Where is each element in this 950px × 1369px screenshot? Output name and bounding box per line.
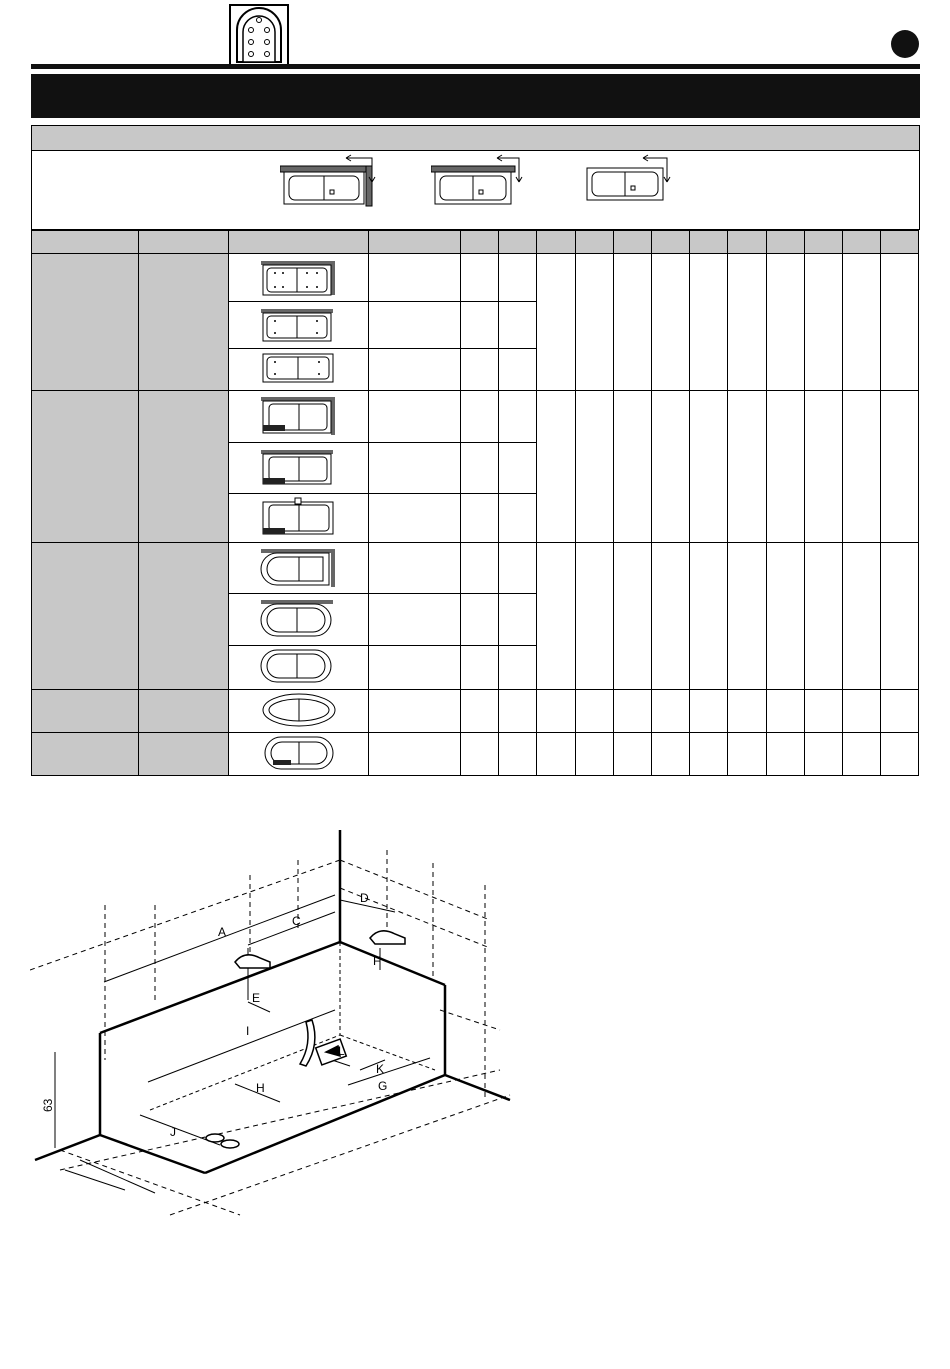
cell bbox=[767, 254, 805, 391]
cell bbox=[767, 733, 805, 776]
tub-free-icon bbox=[583, 152, 683, 213]
cell bbox=[369, 391, 461, 443]
column-header bbox=[614, 231, 652, 254]
oval-tub-icon bbox=[229, 690, 369, 733]
cell bbox=[499, 349, 537, 391]
cell bbox=[369, 254, 461, 302]
header-rule bbox=[31, 64, 920, 69]
installation-header-band bbox=[31, 125, 920, 151]
cell bbox=[499, 494, 537, 543]
cell bbox=[614, 254, 652, 391]
column-header bbox=[881, 231, 919, 254]
dim-label-A: A bbox=[218, 925, 227, 939]
cell bbox=[614, 733, 652, 776]
cell bbox=[728, 733, 767, 776]
column-header bbox=[369, 231, 461, 254]
cell bbox=[499, 391, 537, 443]
dimension-labels bbox=[41, 891, 387, 1139]
cell bbox=[881, 690, 919, 733]
column-header bbox=[576, 231, 614, 254]
cell bbox=[881, 254, 919, 391]
cell bbox=[461, 690, 499, 733]
cell bbox=[537, 543, 576, 690]
cell bbox=[728, 391, 767, 543]
dim-label-C: C bbox=[292, 914, 301, 928]
cell bbox=[461, 646, 499, 690]
model-cell bbox=[32, 543, 139, 690]
cell bbox=[652, 391, 690, 543]
cell bbox=[461, 733, 499, 776]
cell bbox=[728, 690, 767, 733]
cell bbox=[805, 543, 843, 690]
tub-corner-icon bbox=[280, 152, 380, 213]
cell bbox=[369, 494, 461, 543]
cell bbox=[369, 443, 461, 494]
dim-label-F: F bbox=[373, 954, 381, 968]
column-header bbox=[652, 231, 690, 254]
rect-tub-corner-panel-icon bbox=[229, 391, 369, 443]
cell bbox=[576, 254, 614, 391]
cell bbox=[843, 733, 881, 776]
cell bbox=[461, 391, 499, 443]
round-tub-wall-icon bbox=[229, 594, 369, 646]
cell bbox=[805, 733, 843, 776]
cell bbox=[690, 254, 728, 391]
code-cell bbox=[139, 733, 229, 776]
oval-tub-double-icon bbox=[229, 733, 369, 776]
cell bbox=[499, 733, 537, 776]
page-marker-icon bbox=[891, 30, 919, 58]
dim-label-L: L bbox=[338, 1044, 345, 1058]
cell bbox=[369, 690, 461, 733]
cell bbox=[499, 543, 537, 594]
cell bbox=[369, 594, 461, 646]
column-header bbox=[805, 231, 843, 254]
column-header bbox=[461, 231, 499, 254]
cell bbox=[728, 543, 767, 690]
cell bbox=[843, 543, 881, 690]
table-row bbox=[32, 543, 919, 594]
cell bbox=[767, 543, 805, 690]
code-cell bbox=[139, 391, 229, 543]
cell bbox=[614, 543, 652, 690]
cell bbox=[461, 543, 499, 594]
dim-label-J: J bbox=[170, 1125, 176, 1139]
column-header bbox=[537, 231, 576, 254]
cell bbox=[537, 391, 576, 543]
dim-label-E: E bbox=[252, 991, 261, 1005]
rect-tub-corner-icon bbox=[229, 254, 369, 302]
column-header bbox=[843, 231, 881, 254]
column-header bbox=[32, 231, 139, 254]
cell bbox=[499, 594, 537, 646]
column-header bbox=[690, 231, 728, 254]
round-tub-free-icon bbox=[229, 646, 369, 690]
column-header bbox=[767, 231, 805, 254]
cell bbox=[369, 733, 461, 776]
cell bbox=[690, 543, 728, 690]
code-cell bbox=[139, 690, 229, 733]
cell bbox=[614, 690, 652, 733]
dim-label-D: D bbox=[360, 891, 369, 905]
cell bbox=[805, 391, 843, 543]
cell bbox=[461, 594, 499, 646]
table-row bbox=[32, 254, 919, 302]
cell bbox=[767, 690, 805, 733]
cell bbox=[499, 443, 537, 494]
spec-table bbox=[31, 230, 919, 776]
model-cell bbox=[32, 254, 139, 391]
tub-wall-icon bbox=[431, 152, 531, 213]
cell bbox=[369, 543, 461, 594]
cell bbox=[461, 443, 499, 494]
cell bbox=[881, 733, 919, 776]
cell bbox=[499, 646, 537, 690]
table-header-row bbox=[32, 231, 919, 254]
cell bbox=[461, 349, 499, 391]
cell bbox=[537, 254, 576, 391]
cell bbox=[499, 302, 537, 349]
cell bbox=[652, 543, 690, 690]
column-header bbox=[728, 231, 767, 254]
table-row bbox=[32, 391, 919, 443]
cell bbox=[576, 391, 614, 543]
model-cell bbox=[32, 391, 139, 543]
dim-label-height: 63 bbox=[41, 1098, 55, 1112]
cell bbox=[499, 254, 537, 302]
cell bbox=[881, 391, 919, 543]
cell bbox=[652, 733, 690, 776]
installation-dimension-diagram bbox=[30, 830, 530, 1235]
cell bbox=[461, 254, 499, 302]
cell bbox=[805, 690, 843, 733]
code-cell bbox=[139, 254, 229, 391]
cell bbox=[576, 543, 614, 690]
cell bbox=[690, 733, 728, 776]
cell bbox=[369, 349, 461, 391]
cell bbox=[652, 254, 690, 391]
cell bbox=[690, 391, 728, 543]
cell bbox=[576, 690, 614, 733]
cell bbox=[843, 391, 881, 543]
rect-tub-wall-icon bbox=[229, 302, 369, 349]
column-header bbox=[229, 231, 369, 254]
cell bbox=[614, 391, 652, 543]
cell bbox=[690, 690, 728, 733]
cell bbox=[652, 690, 690, 733]
column-header bbox=[139, 231, 229, 254]
table-row bbox=[32, 733, 919, 776]
cell bbox=[728, 254, 767, 391]
rect-tub-wall-panel-icon bbox=[229, 443, 369, 494]
dim-label-I: I bbox=[246, 1024, 250, 1038]
rect-tub-free-panel-icon bbox=[229, 494, 369, 543]
cell bbox=[843, 254, 881, 391]
cell bbox=[369, 646, 461, 690]
cell bbox=[767, 391, 805, 543]
dim-label-G: G bbox=[378, 1079, 388, 1093]
cell bbox=[805, 254, 843, 391]
dim-label-H: H bbox=[256, 1081, 265, 1095]
rect-tub-free-icon bbox=[229, 349, 369, 391]
model-cell bbox=[32, 690, 139, 733]
cell bbox=[461, 302, 499, 349]
cell bbox=[499, 690, 537, 733]
cell bbox=[369, 302, 461, 349]
title-band bbox=[31, 74, 920, 118]
column-header bbox=[499, 231, 537, 254]
cell bbox=[461, 494, 499, 543]
logo-icon bbox=[229, 4, 289, 66]
model-cell bbox=[32, 733, 139, 776]
cell bbox=[843, 690, 881, 733]
cell bbox=[537, 690, 576, 733]
cell bbox=[881, 543, 919, 690]
table-row bbox=[32, 690, 919, 733]
cell bbox=[576, 733, 614, 776]
round-tub-corner-icon bbox=[229, 543, 369, 594]
code-cell bbox=[139, 543, 229, 690]
cell bbox=[537, 733, 576, 776]
dim-label-K: K bbox=[376, 1062, 385, 1076]
